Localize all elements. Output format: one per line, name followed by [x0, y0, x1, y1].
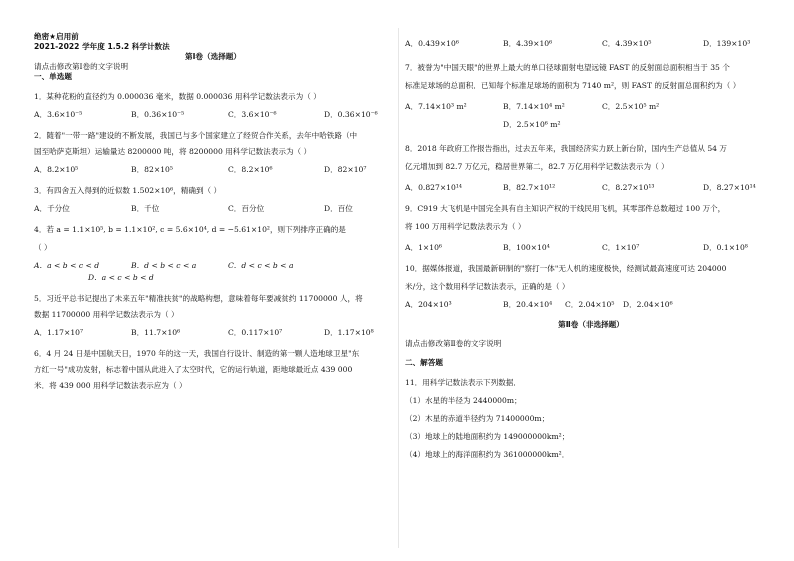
question-3: 3．有四舍五入得到的近似数 1.502×10⁶，精确到（ ）	[34, 186, 222, 195]
question-6-line-1: 6．4 月 24 日是中国航天日，1970 年的这一天，我国自行设计、制造的第一颗人造地球卫星"东	[34, 349, 360, 358]
left-column	[34, 32, 392, 392]
question-7-line-2: 标准足球场的总面积．已知每个标准足球场的面积为 7140 m²，则 FAST 的反射面总面积约为（ ）	[405, 81, 741, 90]
question-1: 1．某种花粉的直径约为 0.000036 毫米，数据 0.000036 用科学记数法表示为（ ）	[34, 92, 321, 101]
option-c[interactable]: C．0.117×10⁷	[228, 328, 283, 337]
question-4-paren: （ ）	[34, 243, 52, 252]
option-d[interactable]: D．8.27×10¹⁴	[703, 183, 756, 192]
option-a[interactable]: A．千分位	[34, 204, 70, 213]
question-6-line-3: 米．将 439 000 用科学记数法表示应为（ ）	[34, 381, 187, 390]
option-d[interactable]: D．2.5×10⁶ m²	[503, 120, 561, 129]
option-a[interactable]: A．0.439×10⁶	[405, 39, 459, 48]
question-8-options	[405, 182, 777, 194]
part1-heading: 第Ⅰ卷（选择题）	[185, 52, 241, 61]
question-8-line-1: 8．2018 年政府工作报告指出，过去五年来，我国经济实力跃上新台阶，国内生产总值从 54 万	[405, 144, 728, 153]
option-a[interactable]: A．8.2×10⁵	[34, 165, 79, 174]
question-1-options	[34, 109, 392, 121]
option-d[interactable]: D．a < c < b < d	[88, 273, 154, 282]
option-c[interactable]: C．8.2×10⁶	[228, 165, 273, 174]
question-9-options	[405, 242, 777, 254]
option-c[interactable]: C．1×10⁷	[602, 243, 640, 252]
question-6-options	[405, 38, 777, 50]
option-b[interactable]: B．d < b < c < a	[131, 261, 197, 270]
question-4-option-d-row	[34, 272, 392, 284]
section-single-choice: 一、单选题	[34, 72, 72, 81]
question-5-line-2: 数据 11700000 用科学记数法表示为（ ）	[34, 310, 179, 319]
question-10-line-2: 米/分，这个数用科学记数法表示，正确的是（ ）	[405, 282, 570, 291]
option-a[interactable]: A．1×10⁶	[405, 243, 442, 252]
question-11-intro: 11．用科学记数法表示下列数据．	[405, 378, 521, 387]
option-d[interactable]: D．2.04×10⁶	[623, 300, 673, 309]
option-b[interactable]: B．7.14×10⁴ m²	[503, 102, 565, 111]
question-7-option-d-row	[405, 119, 777, 131]
part2-note: 请点击修改第Ⅱ卷的文字说明	[405, 339, 502, 348]
option-b[interactable]: B．千位	[131, 204, 160, 213]
option-c[interactable]: C．百分位	[228, 204, 265, 213]
question-7-options	[405, 101, 777, 113]
question-9-line-1: 9．C919 大飞机是中国完全具有自主知识产权的干线民用飞机，其零部件总数超过 100 万个，	[405, 204, 726, 213]
option-d[interactable]: D．82×10⁷	[324, 165, 367, 174]
question-10-line-1: 10．据媒体报道，我国最新研制的"察打一体"无人机的速度极快，经测试最高速度可达 204000	[405, 264, 727, 273]
question-10-options	[405, 299, 777, 311]
option-b[interactable]: B．82.7×10¹²	[503, 183, 556, 192]
option-a[interactable]: A．a < b < c < d	[34, 261, 100, 270]
question-11-item-3: （3）地球上的陆地面积约为 149000000km²；	[405, 432, 570, 441]
confidential-mark: 绝密★启用前	[34, 32, 79, 41]
part2-heading: 第Ⅱ卷（非选择题）	[558, 320, 624, 329]
question-5-line-1: 5．习近平总书记提出了未来五年"精准扶贫"的战略构想，意味着每年要减贫约 11700000 人，将	[34, 294, 363, 303]
option-c[interactable]: C．d < c < b < a	[228, 261, 294, 270]
option-d[interactable]: D．1.17×10⁸	[324, 328, 374, 337]
option-c[interactable]: C．3.6×10⁻⁶	[228, 110, 277, 119]
question-5-options	[34, 327, 392, 339]
question-11-item-2: （2）木星的赤道半径约为 71400000m；	[405, 414, 550, 423]
option-c[interactable]: C．4.39×10⁵	[602, 39, 652, 48]
option-a[interactable]: A．1.17×10⁷	[34, 328, 84, 337]
option-a[interactable]: A．3.6×10⁻⁵	[34, 110, 83, 119]
option-b[interactable]: B．82×10⁵	[131, 165, 173, 174]
question-11-item-4: （4）地球上的海洋面积约为 361000000km²．	[405, 450, 570, 459]
option-a[interactable]: A．204×10³	[405, 300, 452, 309]
part1-note: 请点击修改第Ⅰ卷的文字说明	[34, 62, 129, 71]
question-4-options	[34, 260, 392, 272]
right-column	[405, 38, 777, 461]
option-c[interactable]: C．2.5×10⁵ m²	[602, 102, 660, 111]
question-4: 4．若 a = 1.1×10⁵, b = 1.1×10², c = 5.6×10⁴, d = −5.61×10²，则下列排序正确的是	[34, 225, 346, 234]
option-b[interactable]: B．4.39×10⁶	[503, 39, 553, 48]
question-9-line-2: 将 100 万用科学记数法表示为（ ）	[405, 222, 526, 231]
exam-title: 2021-2022 学年度 1.5.2 科学计数法	[34, 42, 170, 51]
option-b[interactable]: B．100×10⁴	[503, 243, 550, 252]
option-d[interactable]: D．0.36×10⁻⁶	[324, 110, 378, 119]
option-a[interactable]: A．0.827×10¹⁴	[405, 183, 462, 192]
option-c[interactable]: C．8.27×10¹³	[602, 183, 655, 192]
question-2-options	[34, 164, 392, 176]
option-b[interactable]: B．0.36×10⁻⁵	[131, 110, 185, 119]
question-6-line-2: 方红一号"成功发射，标志着中国从此进入了太空时代，它的运行轨道，距地球最近点 439 000	[34, 365, 353, 374]
option-d[interactable]: D．百位	[324, 204, 353, 213]
question-2-line-1: 2．随着"一带一路"建设的不断发展，我国已与多个国家建立了经贸合作关系，去年中哈铁路（中	[34, 131, 358, 140]
option-a[interactable]: A．7.14×10³ m²	[405, 102, 467, 111]
column-divider	[398, 28, 399, 548]
option-d[interactable]: D．139×10³	[703, 39, 751, 48]
option-b[interactable]: B．11.7×10⁶	[131, 328, 181, 337]
option-b[interactable]: B．20.4×10⁴	[503, 300, 553, 309]
question-2-line-2: 国至哈萨克斯坦）运输量达 8200000 吨，将 8200000 用科学记数法表示为（ ）	[34, 147, 312, 156]
question-11-item-1: （1）水星的半径为 2440000m；	[405, 396, 522, 405]
question-8-line-2: 亿元增加到 82.7 万亿元，稳居世界第二，82.7 万亿用科学记数法表示为（ ）	[405, 162, 669, 171]
question-7-line-1: 7．被誉为"中国天眼"的世界上最大的单口径球面射电望远镜 FAST 的反射面总面积相当于 35 个	[405, 63, 730, 72]
option-c[interactable]: C．2.04×10⁵	[565, 300, 615, 309]
section-answer: 二、解答题	[405, 358, 443, 367]
option-d[interactable]: D．0.1×10⁸	[703, 243, 748, 252]
question-3-options	[34, 203, 392, 215]
